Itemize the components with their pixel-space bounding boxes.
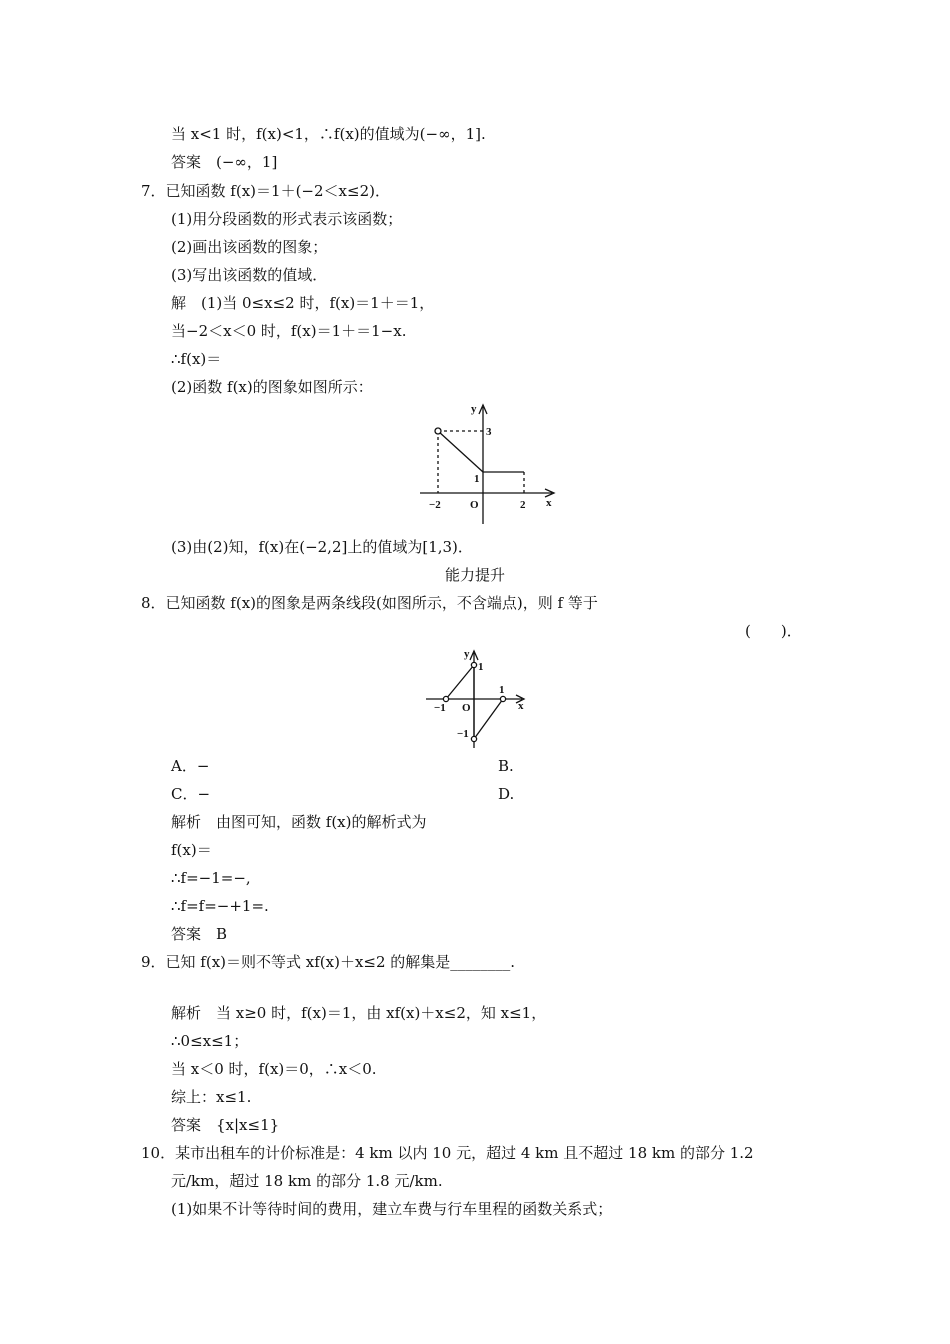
axis-label-x: x xyxy=(518,700,524,712)
graph-segment-left xyxy=(446,665,474,699)
text-line: 当 x＜0 时，f(x)＝0，∴x＜0. xyxy=(171,1060,377,1078)
origin-label: O xyxy=(470,499,479,511)
text-line: (1)如果不计等待时间的费用，建立车费与行车里程的函数关系式； xyxy=(171,1200,613,1218)
tick-label: 2 xyxy=(520,499,526,511)
text-line: ∴f=f=−+1=. xyxy=(171,897,269,915)
section-heading: 能力提升 xyxy=(444,566,505,584)
problem-10-title: 10．某市出租车的计价标准是：4 km 以内 10 元，超过 4 km 且不超过 18 km 的部分 1.2 xyxy=(141,1144,754,1162)
text-line: ∴f=−1=−, xyxy=(171,869,251,887)
tick-label: 1 xyxy=(474,473,480,485)
text-line: (2)画出该函数的图象； xyxy=(171,238,328,256)
solution-line: 解 (1)当 0≤x≤2 时，f(x)＝1＋＝1， xyxy=(171,294,435,312)
text-line: (1)用分段函数的形式表示该函数； xyxy=(171,210,403,228)
text-line: 当 x<1 时，f(x)<1，∴f(x)的值域为(−∞，1]. xyxy=(171,125,486,143)
text-line: (3)写出该函数的值域． xyxy=(171,266,328,284)
problem-9-title: 9．已知 f(x)＝则不等式 xf(x)＋x≤2 的解集是________. xyxy=(141,953,516,971)
analysis-line: 解析 由图可知，函数 f(x)的解析式为 xyxy=(171,813,427,831)
tick-label: −1 xyxy=(457,728,469,740)
tick-label: −2 xyxy=(429,499,441,511)
answer-line: 答案 B xyxy=(171,925,228,943)
tick-label: −1 xyxy=(434,702,446,714)
axis-label-y: y xyxy=(471,403,477,415)
answer-blank: ( )． xyxy=(745,622,802,640)
open-endpoint xyxy=(471,736,476,741)
answer-line: 答案 (−∞，1] xyxy=(171,153,278,171)
text-line: 当−2＜x＜0 时，f(x)＝1＋＝1−x. xyxy=(171,322,407,340)
tick-label: 1 xyxy=(478,661,484,673)
answer-line: 答案 {x|x≤1} xyxy=(171,1116,280,1134)
origin-label: O xyxy=(462,702,471,714)
open-endpoint xyxy=(500,696,505,701)
tick-label: 3 xyxy=(486,426,492,438)
option-d: D. xyxy=(498,785,515,803)
option-c: C．− xyxy=(171,785,211,803)
text-line: ∴f(x)＝ xyxy=(171,350,222,368)
axis-label-y: y xyxy=(464,648,470,660)
open-endpoint xyxy=(471,662,476,667)
text-line: 元/km，超过 18 km 的部分 1.8 元/km. xyxy=(171,1172,443,1190)
text-line: (3)由(2)知，f(x)在(−2,2]上的值域为[1,3)． xyxy=(171,538,473,556)
graph-segment-right xyxy=(474,699,503,739)
option-a: A．− xyxy=(171,757,210,775)
tick-label: 1 xyxy=(499,684,505,696)
text-line: f(x)＝ xyxy=(171,841,212,859)
axis-label-x: x xyxy=(546,497,552,509)
analysis-line: 解析 当 x≥0 时，f(x)＝1，由 xf(x)＋x≤2，知 x≤1， xyxy=(171,1004,547,1022)
text-line: ∴0≤x≤1； xyxy=(171,1032,249,1050)
text-line: 综上：x≤1. xyxy=(171,1088,252,1106)
text-line: (2)函数 f(x)的图象如图所示： xyxy=(171,378,373,396)
problem-7-title: 7．已知函数 f(x)＝1＋(−2＜x≤2)． xyxy=(141,182,390,200)
open-endpoint xyxy=(443,696,448,701)
problem-8-title: 8．已知函数 f(x)的图象是两条线段(如图所示，不含端点)，则 f 等于 xyxy=(141,594,598,612)
option-b: B. xyxy=(498,757,514,775)
